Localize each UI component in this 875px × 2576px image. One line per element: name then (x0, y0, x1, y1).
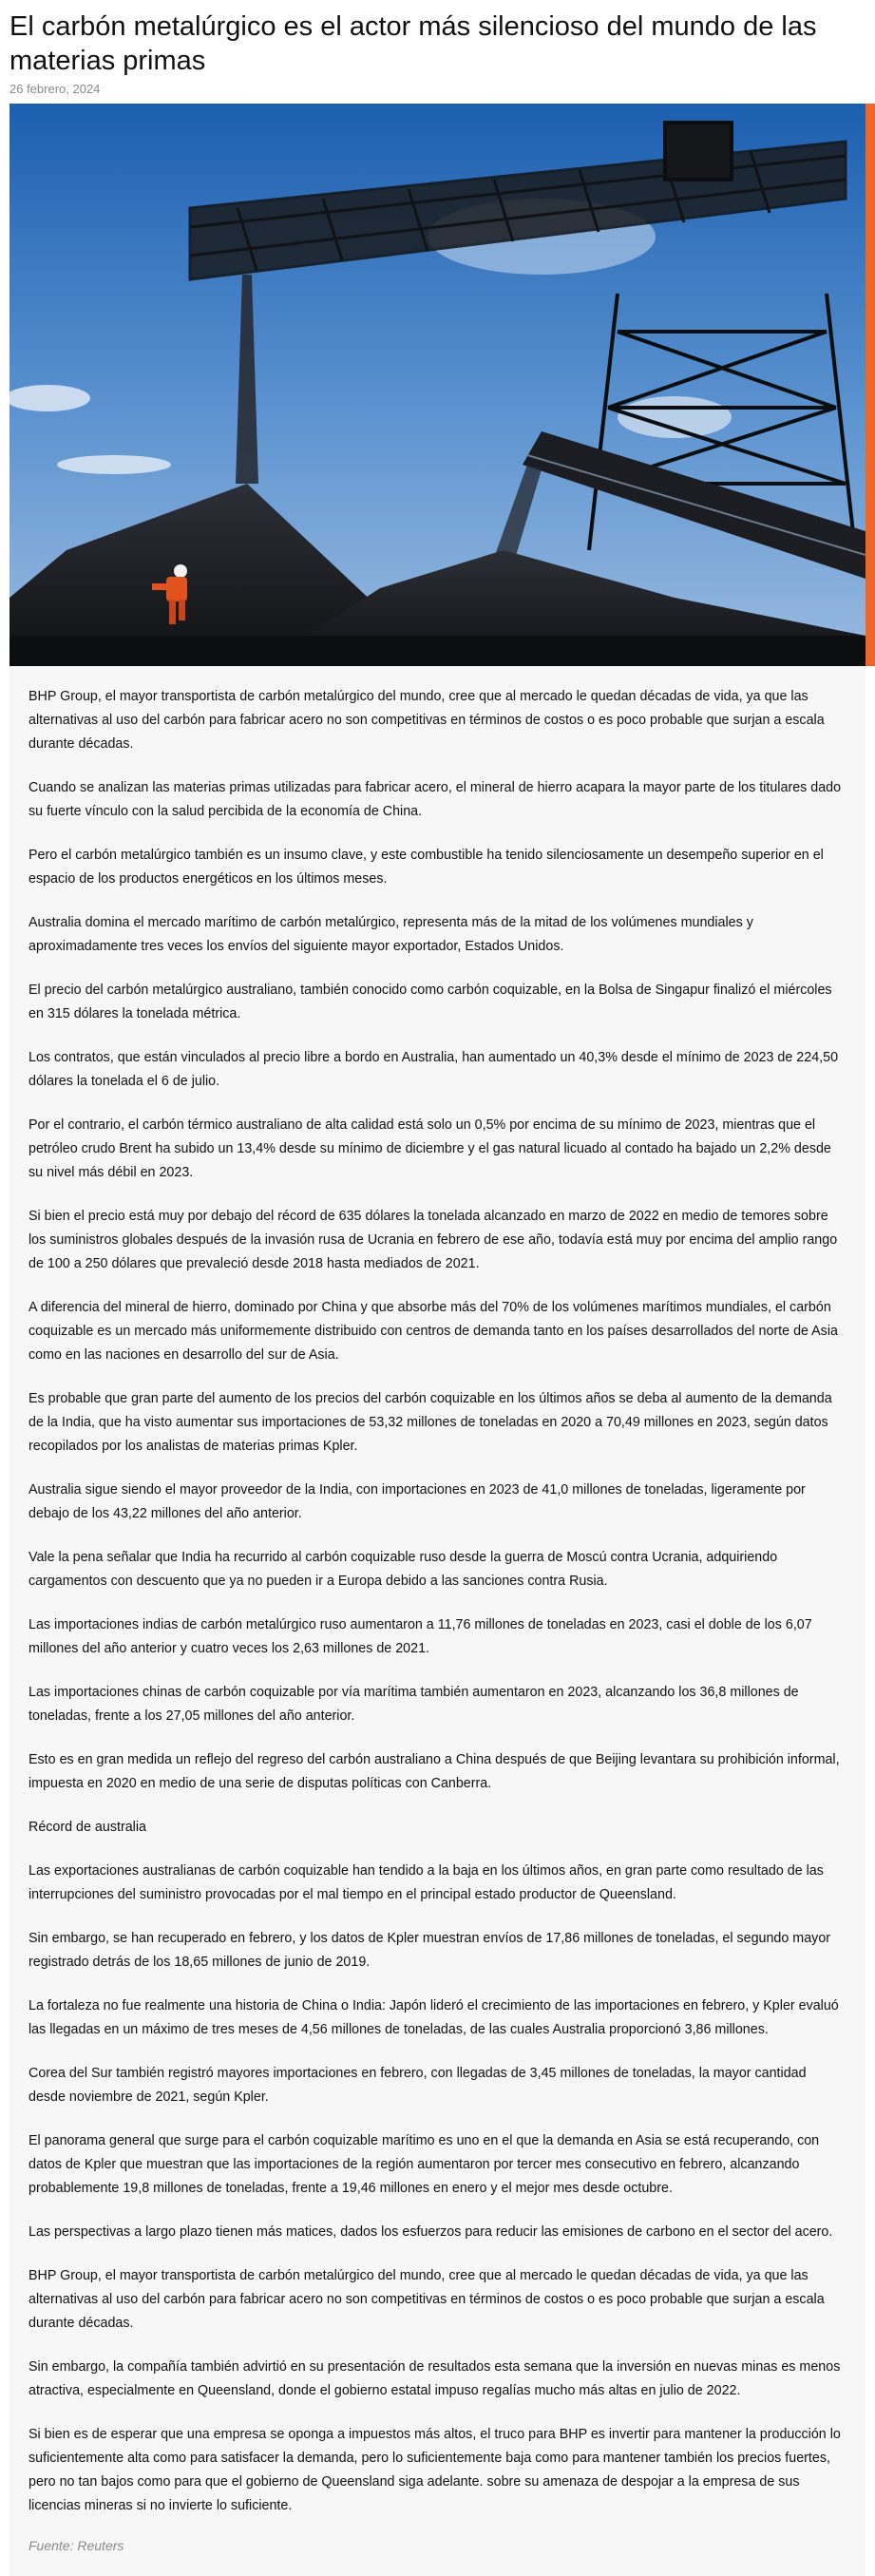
paragraph: Las importaciones indias de carbón metalúrgico ruso aumentaron a 11,76 millones de toneladas en 2023, casi el doble de los 6,07 millones del año anterior y cuatro veces los 2,63 millones de 2021. (29, 1617, 812, 1656)
paragraph: Las importaciones chinas de carbón coquizable por vía marítima también aumentaron en 2023, alcanzando los 36,8 millones de toneladas, frente a los 27,05 millones del año anterior. (29, 1685, 799, 1724)
section-subheading: Récord de australia (29, 1820, 146, 1835)
paragraph: Si bien es de esperar que una empresa se oponga a impuestos más altos, el truco para BHP es invertir para mantener la producción lo suficientemente alta como para satisfacer la demanda, pero lo suficientemente baja como para mantener también los precios fuertes, pero no tan bajos como para que el gobierno de Queensland siga adelante. sobre su amenaza de despojar a la empresa de sus licencias mineras si no invierte lo suficiente. (29, 2427, 841, 2513)
paragraph: Vale la pena señalar que India ha recurrido al carbón coquizable ruso desde la guerra de Moscú contra Ucrania, adquiriendo cargamentos con descuento que ya no pueden ir a Europa debido a las sanciones contra Rusia. (29, 1550, 778, 1589)
paragraph: Corea del Sur también registró mayores importaciones en febrero, con llegadas de 3,45 millones de toneladas, la mayor cantidad desde noviembre de 2021, según Kpler. (29, 2066, 807, 2105)
paragraph: Esto es en gran medida un reflejo del regreso del carbón australiano a China después de que Beijing levantara su prohibición informal, impuesta en 2020 en medio de una serie de disputas políticas con Canberra. (29, 1752, 840, 1791)
paragraph: Pero el carbón metalúrgico también es un insumo clave, y este combustible ha tenido silenciosamente un desempeño superior en el espacio de los productos energéticos en los últimos meses. (29, 848, 824, 887)
coal-stockpile-conveyor-photo (10, 104, 865, 666)
paragraph: Cuando se analizan las materias primas utilizadas para fabricar acero, el mineral de hierro acapara la mayor parte de los titulares dado su fuerte vínculo con la salud percibida de la economía de China. (29, 780, 842, 819)
paragraph: BHP Group, el mayor transportista de carbón metalúrgico del mundo, cree que al mercado le quedan décadas de vida, ya que las alternativas al uso del carbón para fabricar acero no son competitivas en términos de costos o es poco probable que surjan a escala durante décadas. (29, 689, 825, 752)
article-title: El carbón metalúrgico es el actor más silencioso del mundo de las materias primas (10, 11, 817, 76)
article-date: 26 febrero, 2024 (10, 82, 101, 96)
paragraph: Australia sigue siendo el mayor proveedor de la India, con importaciones en 2023 de 41,0 millones de toneladas, ligeramente por debajo de los 43,22 millones del año anterior. (29, 1482, 806, 1521)
paragraph: Las perspectivas a largo plazo tienen más matices, dados los esfuerzos para reducir las emisiones de carbono en el sector del acero. (29, 2224, 833, 2240)
paragraph: El precio del carbón metalúrgico australiano, también conocido como carbón coquizable, en la Bolsa de Singapur finalizó el miércoles en 315 dólares la tonelada métrica. (29, 983, 832, 1021)
paragraph: Australia domina el mercado marítimo de carbón metalúrgico, representa más de la mitad de los volúmenes mundiales y aproximadamente tres veces los envíos del siguiente mayor exportador, Estados Unidos. (29, 915, 753, 954)
paragraph: El panorama general que surge para el carbón coquizable marítimo es uno en el que la demanda en Asia se está recuperando, con datos de Kpler que muestran que las importaciones de la región aumentaron por tercer mes consecutivo en febrero, alcanzando probablemente 19,8 millones de toneladas, frente a 19,46 millones en enero y el mejor mes desde octubre. (29, 2133, 820, 2196)
article-source: Fuente: Reuters (29, 2538, 124, 2553)
cloud (57, 455, 171, 474)
article-body (10, 666, 865, 2576)
paragraph: BHP Group, el mayor transportista de carbón metalúrgico del mundo, cree que al mercado le quedan décadas de vida, ya que las alternativas al uso del carbón para fabricar acero no son competitivas en términos de costos o es poco probable que surjan a escala durante décadas. (29, 2268, 825, 2331)
paragraph: Por el contrario, el carbón térmico australiano de alta calidad está solo un 0,5% por encima de su mínimo de 2023, mientras que el petróleo crudo Brent ha subido un 13,4% desde su mínimo de diciembre y el gas natural licuado al contado ha bajado un 2,2% desde su nivel más débil en 2023. (29, 1117, 831, 1180)
paragraph: Los contratos, que están vinculados al precio libre a bordo en Australia, han aumentado un 40,3% desde el mínimo de 2023 de 224,50 dólares la tonelada el 6 de julio. (29, 1050, 839, 1089)
hero-image (10, 104, 875, 666)
paragraph: Las exportaciones australianas de carbón coquizable han tendido a la baja en los últimos años, en gran parte como resultado de las interrupciones del suministro provocadas por el mal tiempo en el principal estado productor de Queensland. (29, 1863, 824, 1902)
paragraph: Sin embargo, se han recuperado en febrero, y los datos de Kpler muestran envíos de 17,86 millones de toneladas, el segundo mayor registrado detrás de los 18,65 millones de junio de 2019. (29, 1931, 831, 1970)
paragraph: Es probable que gran parte del aumento de los precios del carbón coquizable en los últimos años se deba al aumento de la demanda de la India, que ha visto aumentar sus importaciones de 53,32 millones de toneladas en 2020 a 70,49 millones en 2023, según datos recopilados por los analistas de materias primas Kpler. (29, 1391, 832, 1454)
paragraph: Sin embargo, la compañía también advirtió en su presentación de resultados esta semana que la inversión en nuevas minas es menos atractiva, especialmente en Queensland, donde el gobierno estatal impuso regalías mucho más altas en julio de 2022. (29, 2359, 841, 2398)
paragraph: La fortaleza no fue realmente una historia de China o India: Japón lideró el crecimiento de las importaciones en febrero, y Kpler evaluó las llegadas en un máximo de tres meses de 4,56 millones de toneladas, de las cuales Australia proporcionó 3,86 millones. (29, 1998, 839, 2037)
accent-bar (865, 104, 875, 666)
paragraph: A diferencia del mineral de hierro, dominado por China y que absorbe más del 70% de los volúmenes marítimos mundiales, el carbón coquizable es un mercado más uniformemente distribuido con centros de demanda tanto en los países desarrollados del norte de Asia como en las naciones en desarrollo del sur de Asia. (29, 1300, 838, 1363)
paragraph: Si bien el precio está muy por debajo del récord de 635 dólares la tonelada alcanzado en marzo de 2022 en medio de temores sobre los suministros globales después de la invasión rusa de Ucrania en febrero de ese año, todavía está muy por encima del amplio rango de 100 a 250 dólares que prevaleció desde 2018 hasta mediados de 2021. (29, 1209, 838, 1271)
